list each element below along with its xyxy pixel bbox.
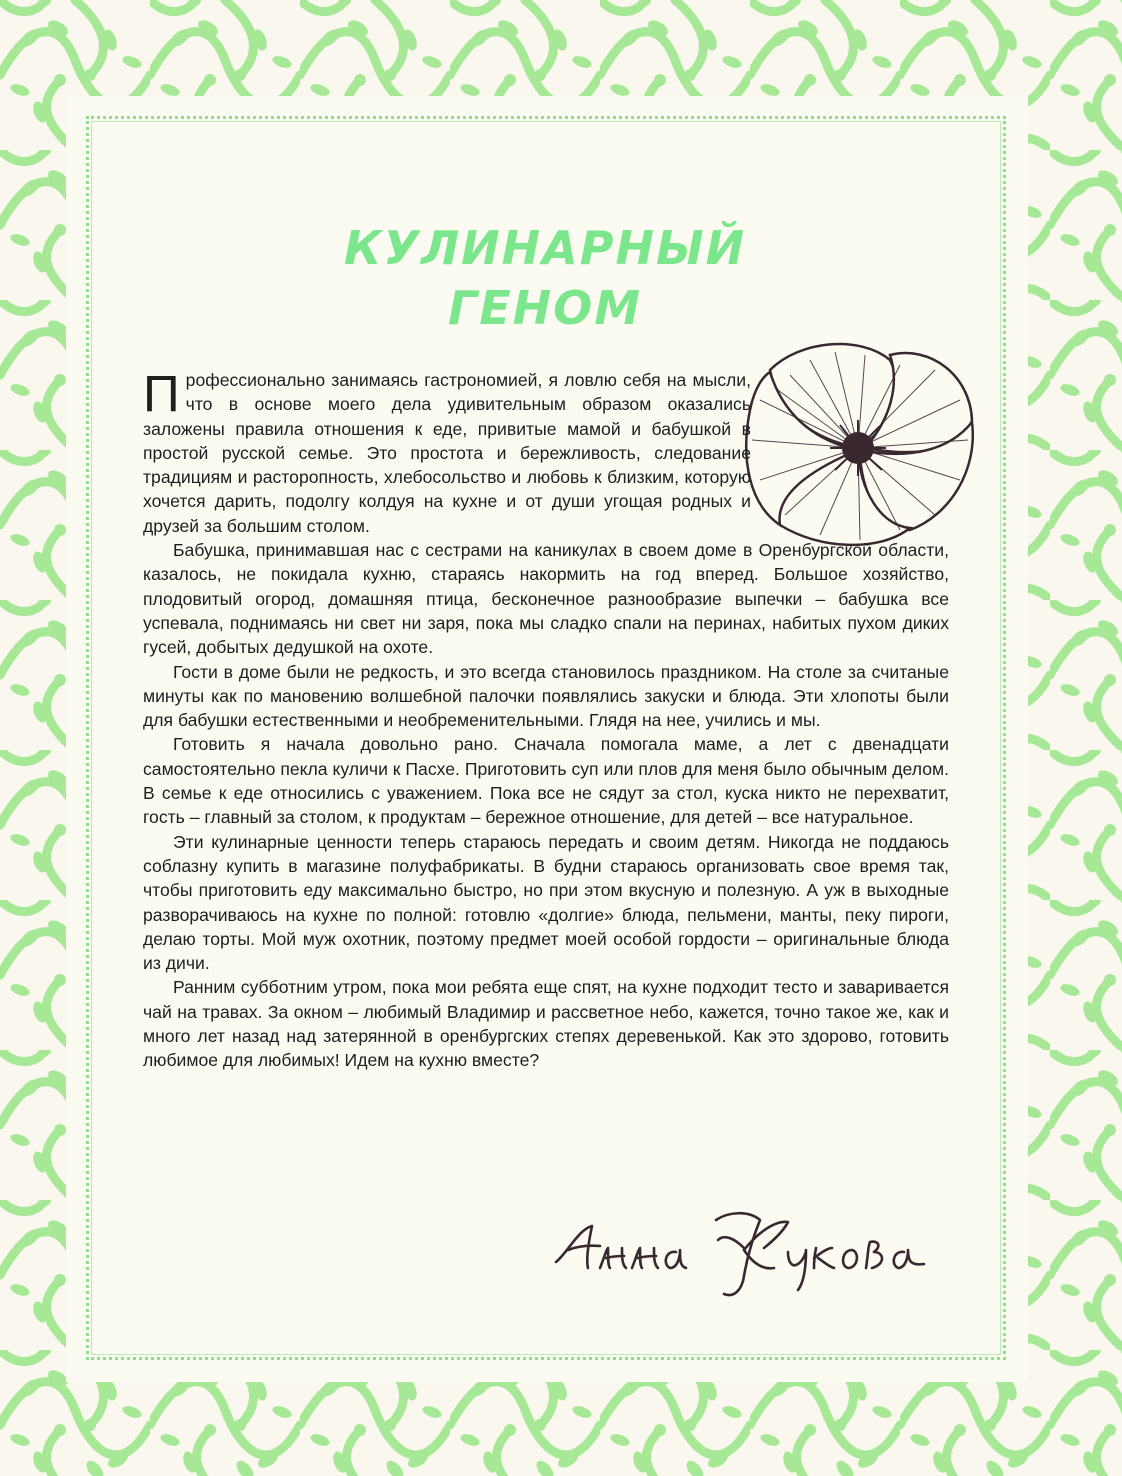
title-line-2: ГЕНОМ: [447, 281, 643, 335]
author-signature: [548, 1190, 938, 1310]
page-title: [200, 218, 890, 338]
paragraph-6: Ранним субботним утром, пока мои ребята еще спят, на кухне подходит тесто и заваривается чай на травах. За окном – любимый Владимир и рассветное небо, кажется, точно такое же, как и много лет назад над затерянной в оренбургских степях деревенькой. Как это здорово, готовить любимое для любимых! Идем на кухню вместе?: [143, 977, 949, 1071]
drop-cap: П: [143, 365, 180, 422]
article-body: [143, 365, 949, 1073]
title-line-1: КУЛИНАРНЫЙ: [343, 221, 747, 275]
paragraph-2: Бабушка, принимавшая нас с сестрами на каникулах в своем доме в Оренбургской области, казалось, не покидала кухню, стараясь накормить на год вперед. Большое хозяйство, плодовитый огород, домашняя птица, бесконечное разнообразие выпечки – бабушка все успевала, поднимаясь ни свет ни заря, пока мы сладко спали на перинах, набитых пухом диких гусей, добытых дедушкой на охоте.: [143, 540, 949, 658]
paragraph-4: Готовить я начала довольно рано. Сначала помогала маме, а лет с двенадцати самостоятельно пекла куличи к Пасхе. Приготовить суп или плов для меня было обычным делом. В семье к еде относились с уважением. Пока все не сядут за стол, куска никто не перехватит, гость – главный за столом, к продуктам – бережное отношение, для детей – все натуральное.: [143, 734, 949, 828]
paragraph-3: Гости в доме были не редкость, и это всегда становилось праздником. На столе за считаные минуты как по мановению волшебной палочки появлялись закуски и блюда. Эти хлопоты были для бабушки естественными и необременительными. Глядя на нее, учились и мы.: [143, 661, 949, 731]
intro-paragraph: [143, 365, 751, 538]
intro-text: рофессионально занимаясь гастрономией, я ловлю себя на мысли, что в основе моего дела удивительным образом оказались заложены правила отношения к еде, привитые мамой и бабушкой в простой русской семье. Это простота и бережливость, следование традициям и расторопность, хлебосольство и любовь к близким, которую хочется дарить, подолгу колдуя на кухне и от души угощая родных и друзей за большим столом.: [143, 370, 751, 536]
paragraph-5: Эти кулинарные ценности теперь стараюсь передать и своим детям. Никогда не поддаюсь соблазну купить в магазине полуфабрикаты. В будни стараюсь организовать свое время так, чтобы приготовить еду максимально быстро, но при этом вкусную и полезную. А уж в выходные разворачиваюсь на кухне по полной: готовлю «долгие» блюда, пельмени, манты, пеку пироги, делаю торты. Мой муж охотник, поэтому предмет моей особой гордости – оригинальные блюда из дичи.: [143, 831, 949, 974]
